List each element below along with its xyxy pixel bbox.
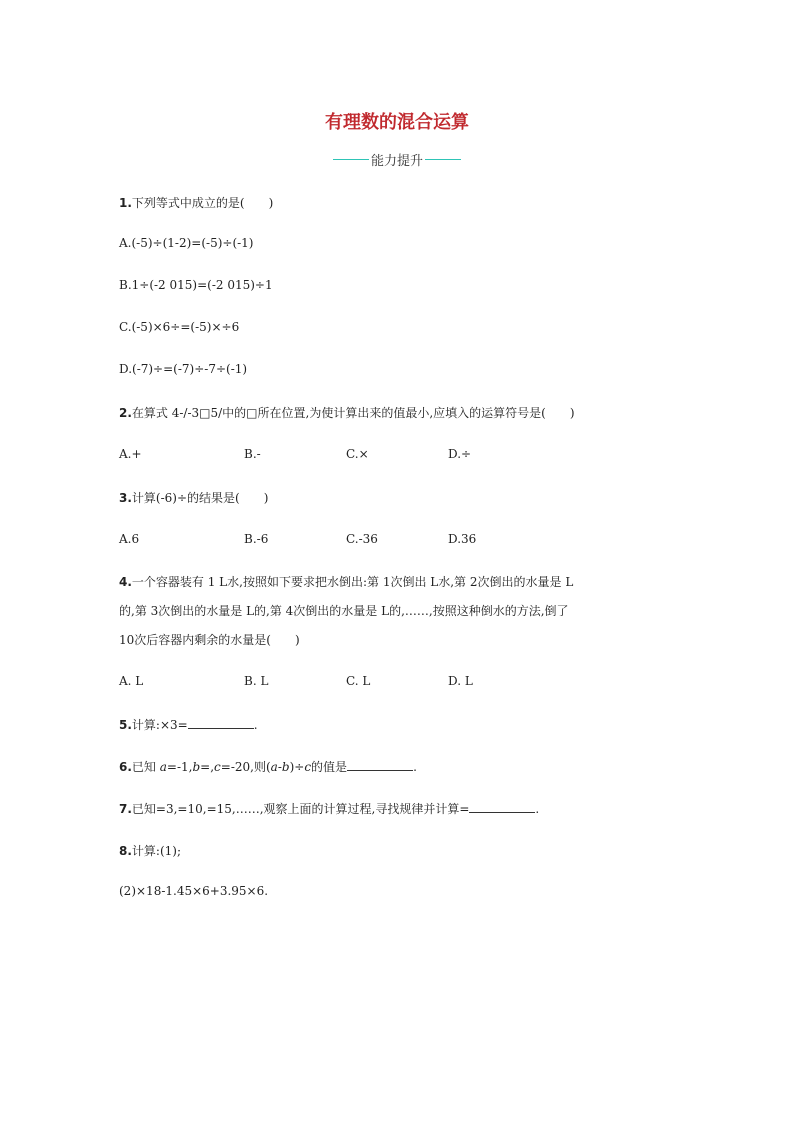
question-5: [119, 716, 258, 733]
question-4-line-2: 的,第 3次倒出的水量是 L的,第 4次倒出的水量是 L的,……,按照这种倒水的方法,倒了: [119, 604, 569, 618]
question-text: 计算(-6)÷的结果是( ): [131, 491, 269, 505]
question-4-line-1: [119, 573, 573, 590]
question-8-part-2: (2)×18-1.45×6+3.95×6.: [119, 884, 269, 898]
option-c: C.×: [346, 447, 369, 461]
question-number: 6.: [119, 760, 132, 774]
text-segment: 已知: [131, 760, 160, 774]
text-segment: =-1,: [166, 760, 193, 774]
var-b: b: [192, 760, 201, 774]
answer-blank[interactable]: [469, 800, 535, 813]
question-3: [119, 489, 268, 506]
question-end: .: [253, 718, 258, 732]
question-text: 一个容器装有 1 L水,按照如下要求把水倒出:第 1次倒出 L水,第 2次倒出的水量是 L: [131, 575, 574, 589]
var-c: c: [214, 760, 221, 774]
option-d: D.(-7)÷=(-7)÷-7÷(-1): [119, 362, 248, 376]
question-number: 2.: [119, 406, 132, 420]
option-a: A.+: [119, 447, 142, 461]
text-segment: 的值是: [311, 760, 348, 774]
question-number: 7.: [119, 802, 132, 816]
option-d: D.÷: [448, 447, 472, 461]
question-text: 在算式 4-/-3□5/中的□所在位置,为使计算出来的值最小,应填入的运算符号是( ): [131, 406, 575, 420]
question-end: .: [535, 802, 540, 816]
text-segment: -: [277, 760, 282, 774]
var-b: b: [281, 760, 290, 774]
answer-blank[interactable]: [347, 758, 413, 771]
question-1: [119, 194, 273, 211]
question-8: [119, 842, 181, 859]
text-segment: )÷: [289, 760, 305, 774]
subtitle-text: 能力提升: [370, 154, 423, 169]
question-end: .: [413, 760, 417, 774]
question-number: 1.: [119, 196, 132, 210]
question-number: 5.: [119, 718, 132, 732]
option-c: C. L: [346, 674, 371, 688]
option-a: A.6: [119, 532, 140, 546]
option-a: A.(-5)÷(1-2)=(-5)÷(-1): [119, 236, 254, 250]
option-c: C.(-5)×6÷=(-5)×÷6: [119, 320, 240, 334]
option-d: D.36: [448, 532, 477, 546]
option-b: B.-6: [244, 532, 269, 546]
text-segment: =-20,则(: [220, 760, 271, 774]
question-text: 已知=3,=10,=15,……,观察上面的计算过程,寻找规律并计算=: [131, 802, 470, 816]
question-text: 下列等式中成立的是( ): [131, 196, 274, 210]
answer-blank[interactable]: [188, 716, 254, 729]
question-7: [119, 800, 539, 817]
option-c: C.-36: [346, 532, 378, 546]
question-4-line-3: 10次后容器内剩余的水量是( ): [119, 633, 300, 647]
option-b: B. L: [244, 674, 269, 688]
option-a: A. L: [119, 674, 144, 688]
section-subtitle: [0, 150, 794, 169]
question-number: 3.: [119, 491, 132, 505]
option-b: B.1÷(-2 015)=(-2 015)÷1: [119, 278, 273, 292]
question-6: [119, 758, 417, 775]
page-title: 有理数的混合运算: [325, 112, 469, 133]
subtitle-left-line: [333, 159, 369, 160]
text-segment: =,: [200, 760, 215, 774]
question-number: 8.: [119, 844, 132, 858]
question-text: 计算:(1);: [131, 844, 182, 858]
var-a: a: [159, 760, 167, 774]
var-c: c: [304, 760, 312, 774]
question-2: [119, 404, 575, 421]
var-a: a: [270, 760, 278, 774]
option-d: D. L: [448, 674, 473, 688]
subtitle-right-line: [425, 159, 461, 160]
question-number: 4.: [119, 575, 132, 589]
option-b: B.-: [244, 447, 261, 461]
question-text: 计算:×3=: [131, 718, 188, 732]
